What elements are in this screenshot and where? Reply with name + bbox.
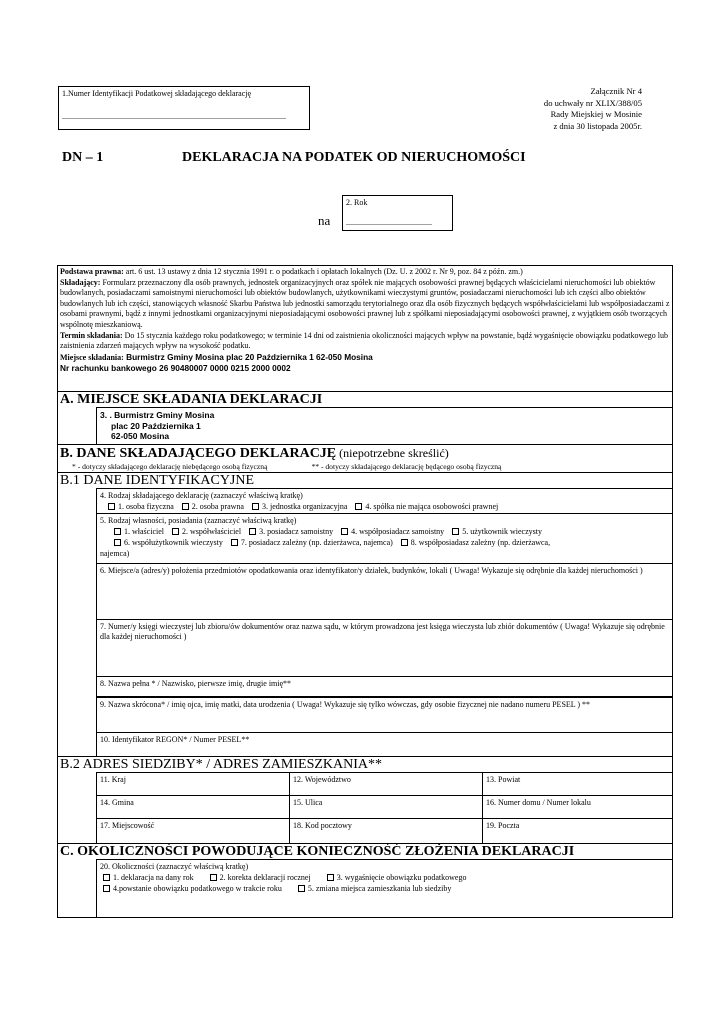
checkbox-icon[interactable] bbox=[252, 503, 259, 510]
checkbox-icon[interactable] bbox=[103, 885, 110, 892]
checkbox-icon[interactable] bbox=[210, 874, 217, 881]
option-label: 1. deklaracja na dany rok bbox=[113, 873, 194, 882]
option-expiry[interactable] bbox=[327, 872, 467, 883]
field-label: 16. Numer domu / Numer lokalu bbox=[486, 798, 591, 807]
legal-deadline bbox=[60, 331, 670, 352]
field-8-full-name[interactable] bbox=[96, 676, 672, 696]
legal-place-label: Miejsce składania: bbox=[60, 352, 124, 362]
section-b1-header bbox=[58, 472, 672, 489]
nip-label: 1.Numer Identyfikacji Podatkowej składającego deklarację bbox=[62, 89, 252, 98]
field-15-street[interactable] bbox=[289, 795, 482, 818]
option-perpetual-user[interactable] bbox=[452, 526, 542, 537]
legal-deadline-label: Termin składania: bbox=[60, 330, 123, 340]
field-6-location[interactable] bbox=[96, 563, 672, 619]
field-6-label: 6. Miejsce/a (adres/y) położenia przedmiotów opodatkowania oraz identyfikator/y działek, budynków, lokali ( Uwaga! Wykazuje się odrębnie dla każdej nieruchomości ) bbox=[100, 566, 643, 575]
field-3-place bbox=[96, 407, 672, 444]
option-owner[interactable] bbox=[114, 526, 164, 537]
option-label: 1. osoba fizyczna bbox=[118, 502, 174, 511]
field-10-regon-pesel[interactable] bbox=[96, 732, 672, 756]
field-16-house-number[interactable] bbox=[482, 795, 672, 818]
field-7-land-register[interactable] bbox=[96, 619, 672, 676]
section-b2-header bbox=[58, 756, 672, 773]
field-label: 18. Kod pocztowy bbox=[293, 821, 352, 830]
checkbox-icon[interactable] bbox=[249, 528, 256, 535]
section-b-title-text: B. DANE SKŁADAJĄCEGO DEKLARACJĘ bbox=[60, 446, 337, 461]
annex-line: do uchwały nr XLIX/388/05 bbox=[543, 97, 642, 108]
option-label: 6. współużytkownik wieczysty bbox=[124, 538, 223, 547]
year-field[interactable] bbox=[342, 195, 453, 231]
section-b-notes bbox=[72, 462, 545, 471]
option-label: 8. współposiadasz zależny (np. dzierżawca, bbox=[410, 538, 551, 547]
option-correction[interactable] bbox=[210, 872, 311, 883]
bank-account: Nr rachunku bankowego 26 90480007 0000 0215 2000 0002 bbox=[60, 363, 291, 374]
field-3-line: plac 20 Października 1 bbox=[111, 420, 201, 431]
option-independent-holder[interactable] bbox=[249, 526, 333, 537]
checkbox-icon[interactable] bbox=[341, 528, 348, 535]
checkbox-icon[interactable] bbox=[114, 528, 121, 535]
field-label: 19. Poczta bbox=[486, 821, 520, 830]
field-17-city[interactable] bbox=[96, 818, 289, 843]
section-a-title: A. MIEJSCE SKŁADANIA DEKLARACJI bbox=[60, 392, 323, 407]
section-b2-title: B.2 ADRES SIEDZIBY* / ADRES ZAMIESZKANIA** bbox=[60, 757, 383, 772]
field-label: 15. Ulica bbox=[293, 798, 323, 807]
option-perpetual-co-user[interactable] bbox=[114, 537, 223, 548]
option-label: 3. wygaśnięcie obowiązku podatkowego bbox=[336, 873, 467, 882]
field-20-label: 20. Okoliczności (zaznaczyć właściwą kratkę) bbox=[100, 862, 249, 871]
option-annual-declaration[interactable] bbox=[103, 872, 194, 883]
legal-filer-label: Składający: bbox=[60, 277, 101, 287]
checkbox-icon[interactable] bbox=[327, 874, 334, 881]
option-dependent-co-holder[interactable] bbox=[401, 537, 550, 548]
form-code: DN – 1 bbox=[62, 150, 104, 165]
field-3-line: 62-050 Mosina bbox=[111, 431, 170, 441]
annex-line: Rady Miejskiej w Mosinie bbox=[550, 109, 642, 119]
option-label: 4. współposiadacz samoistny bbox=[351, 527, 445, 536]
note-natural-person: ** - dotyczy składającego deklarację będącego osobą fizyczną bbox=[311, 462, 502, 471]
field-7-label: 7. Numer/y księgi wieczystej lub zbioru/ów dokumentów oraz nazwa sądu, w którym prowadzona jest księga wieczysta lub zbiór dokumentów ( Uwaga! Wykazuje się odrębnie dla każdej nieruchomości ) bbox=[100, 622, 665, 641]
field-19-post-office[interactable] bbox=[482, 818, 672, 843]
option-label: 7. posiadacz zależny (np. dzierżawca, najemca) bbox=[240, 538, 393, 547]
checkbox-icon[interactable] bbox=[355, 503, 362, 510]
section-a-header bbox=[58, 391, 672, 408]
option-organizational-unit[interactable] bbox=[252, 501, 347, 512]
option-label: 3. jednostka organizacyjna bbox=[261, 502, 348, 511]
field-label: 14. Gmina bbox=[100, 798, 134, 807]
field-18-postal-code[interactable] bbox=[289, 818, 482, 843]
section-b-title-note: (niepotrzebne skreślić) bbox=[336, 446, 449, 460]
field-label: 17. Miejscowość bbox=[100, 821, 155, 830]
field-14-municipality[interactable] bbox=[96, 795, 289, 818]
year-label: 2. Rok bbox=[346, 198, 368, 207]
field-8-label: 8. Nazwa pełna * / Nazwisko, pierwsze imię, drugie imię** bbox=[100, 679, 292, 688]
year-dots: ........................................... bbox=[346, 218, 432, 227]
field-4-label: 4. Rodzaj składającego deklarację (zaznaczyć właściwą kratkę) bbox=[100, 491, 303, 500]
option-label: 3. posiadacz samoistny bbox=[259, 527, 334, 536]
legal-info bbox=[58, 267, 672, 374]
field-5-label: 5. Rodzaj własności, posiadania (zaznaczyć właściwą kratkę) bbox=[100, 516, 297, 525]
option-obligation-arises[interactable] bbox=[103, 883, 282, 894]
field-20-circumstances bbox=[96, 859, 672, 917]
checkbox-icon[interactable] bbox=[452, 528, 459, 535]
form-title: DEKLARACJA NA PODATEK OD NIERUCHOMOŚCI bbox=[182, 150, 526, 165]
option-label: 5. użytkownik wieczysty bbox=[462, 527, 542, 536]
section-b1-title: B.1 DANE IDENTYFIKACYJNE bbox=[60, 473, 255, 488]
section-c-header bbox=[58, 843, 672, 860]
nip-dots: ................................................................................................................ bbox=[62, 112, 286, 121]
legal-deadline-text: Do 15 stycznia każdego roku podatkowego; w terminie 14 dni od zaistnienia okoliczności mających wpływ na powstanie, bądź wygaśnięcie obowiązku podatkowego lub zaistnienia zdarzeń mających wpływ na wysokość podatku. bbox=[60, 330, 669, 351]
option-label: 2. korekta deklaracji rocznej bbox=[219, 873, 311, 882]
note-legal-entity: * - dotyczy składającego deklarację niebędącego osobą fizyczną bbox=[72, 462, 268, 471]
option-label: 5. zmiana miejsca zamieszkania lub siedziby bbox=[307, 884, 452, 893]
option-address-change[interactable] bbox=[298, 883, 452, 894]
field-4-filer-type bbox=[96, 488, 672, 513]
option-partnership[interactable] bbox=[355, 501, 498, 512]
field-13-district[interactable] bbox=[482, 772, 672, 795]
legal-basis-text: art. 6 ust. 13 ustawy z dnia 12 stycznia 1991 r. o podatkach i opłatach lokalnych (Dz. U. z 2002 r. Nr 9, poz. 84 z późn. zm.) bbox=[123, 267, 523, 276]
field-label: 12. Województwo bbox=[293, 775, 351, 784]
field-9-label: 9. Nazwa skrócona* / imię ojca, imię matki, data urodzenia ( Uwaga! Wykazuje się tylko wówczas, gdy osobie fizycznej nie nadano numeru PESEL ) ** bbox=[100, 700, 591, 709]
field-10-label: 10. Identyfikator REGON* / Numer PESEL** bbox=[100, 735, 250, 744]
option-label: 4.powstanie obowiązku podatkowego w trakcie roku bbox=[113, 884, 282, 893]
option-legal-person[interactable] bbox=[182, 501, 244, 512]
annex-note bbox=[544, 86, 642, 132]
checkbox-icon[interactable] bbox=[401, 539, 408, 546]
field-12-province[interactable] bbox=[289, 772, 482, 795]
option-label: 2. osoba prawna bbox=[191, 502, 244, 511]
checkbox-icon[interactable] bbox=[231, 539, 238, 546]
section-b-header bbox=[58, 444, 672, 462]
legal-filer bbox=[60, 278, 670, 331]
checkbox-icon[interactable] bbox=[172, 528, 179, 535]
annex-line: Załącznik Nr 4 bbox=[590, 86, 642, 96]
field-label: 13. Powiat bbox=[486, 775, 521, 784]
checkbox-icon[interactable] bbox=[103, 874, 110, 881]
legal-place bbox=[60, 352, 670, 364]
legal-basis bbox=[60, 267, 670, 278]
legal-filer-text: Formularz przeznaczony dla osób prawnych, jednostek organizacyjnych oraz spółek nie mających osobowości prawnej będących właścicielami nieruchomości lub obiektów budowlanych, posiadaczami samoistnymi nieruchomości lub obiektów budowlanych, użytkownikami wieczystymi gruntów, posiadaczami nieruchomości lub ich części albo obiektów budowlanych lub ich części, stanowiących własność Skarbu Państwa lub jednostki samorządu terytorialnego oraz dla osób fizycznych będących współwłaścicielami lub współposiadaczami z osobami prawnymi, bądź z innymi jednostkami organizacyjnymi nieposiadającymi osobowości prawnej lub z spółkami nieposiadającymi osobowości prawnej, z wyjątkiem osób tworzących wspólnotę mieszkaniową. bbox=[60, 277, 670, 329]
checkbox-icon[interactable] bbox=[108, 503, 115, 510]
legal-place-text: Burmistrz Gminy Mosina plac 20 Października 1 62-050 Mosina bbox=[123, 351, 373, 362]
option-label: 1. właściciel bbox=[124, 527, 164, 536]
field-5-ownership-type bbox=[96, 513, 672, 563]
field-11-country[interactable] bbox=[96, 772, 289, 795]
legal-basis-label: Podstawa prawna: bbox=[60, 267, 124, 276]
section-b-title bbox=[58, 445, 672, 462]
field-label: 11. Kraj bbox=[100, 775, 126, 784]
section-c-title: C. OKOLICZNOŚCI POWODUJĄCE KONIECZNOŚĆ ZŁOŻENIA DEKLARACJI bbox=[60, 844, 575, 859]
annex-line: z dnia 30 listopada 2005r. bbox=[553, 120, 642, 131]
field-3-line: 3. . Burmistrz Gminy Mosina bbox=[100, 410, 215, 420]
field-9-short-name[interactable] bbox=[96, 697, 672, 732]
option-co-owner[interactable] bbox=[172, 526, 241, 537]
checkbox-icon[interactable] bbox=[182, 503, 189, 510]
option-continuation: najemca) bbox=[100, 549, 130, 558]
option-independent-co-holder[interactable] bbox=[341, 526, 444, 537]
option-natural-person[interactable] bbox=[108, 501, 174, 512]
nip-field[interactable] bbox=[58, 86, 310, 130]
option-label: 4. spółka nie mająca osobowości prawnej bbox=[365, 502, 499, 511]
year-prefix: na bbox=[318, 213, 331, 228]
checkbox-icon[interactable] bbox=[298, 885, 305, 892]
option-label: 2. współwłaściciel bbox=[181, 527, 242, 536]
checkbox-icon[interactable] bbox=[114, 539, 121, 546]
option-dependent-holder[interactable] bbox=[231, 537, 393, 548]
